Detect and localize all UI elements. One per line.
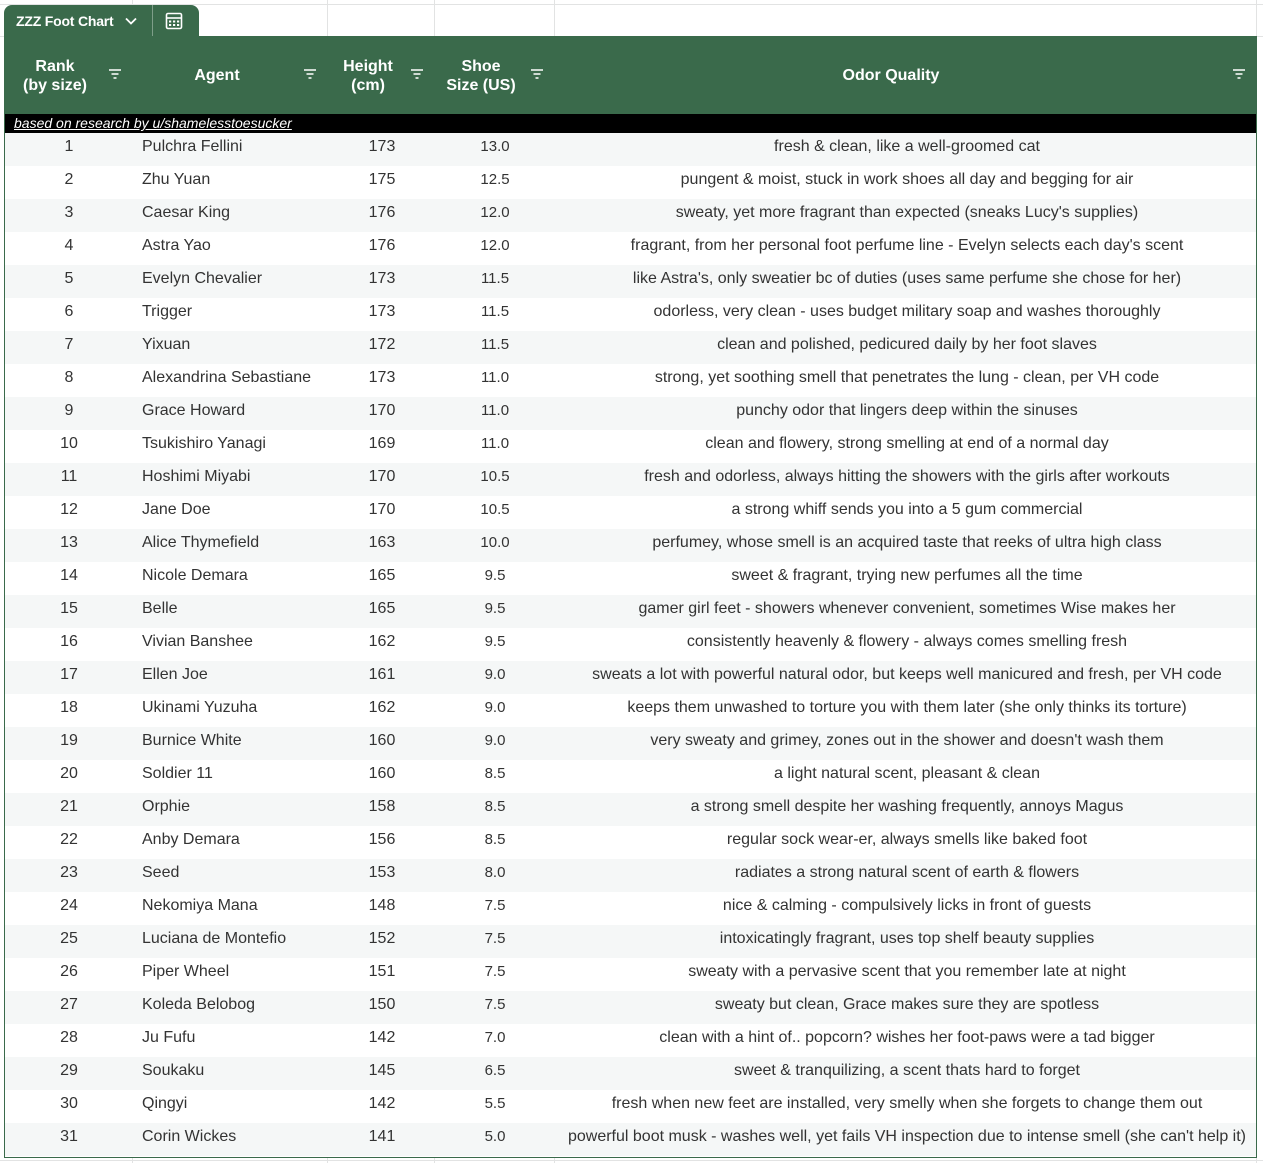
shoe-size-cell[interactable]: 10.5 (480, 468, 510, 485)
table-row[interactable] (5, 859, 1256, 892)
shoe-size-cell[interactable]: 7.0 (484, 1029, 506, 1046)
shoe-size-cell[interactable]: 9.0 (484, 666, 506, 683)
table-row[interactable] (5, 562, 1256, 595)
shoe-size-cell[interactable]: 9.5 (484, 600, 506, 617)
agent-cell[interactable]: Soldier 11 (142, 765, 213, 782)
filter-icon[interactable] (410, 68, 424, 80)
table-row[interactable] (5, 727, 1256, 760)
height-cell[interactable]: 173 (368, 369, 396, 386)
rank-cell[interactable]: 7 (64, 336, 74, 353)
odor-cell[interactable]: fresh & clean, like a well-groomed cat (774, 138, 1040, 155)
height-cell[interactable]: 170 (368, 501, 396, 518)
rank-cell[interactable]: 5 (64, 270, 74, 287)
rank-cell[interactable]: 17 (60, 666, 78, 683)
agent-cell[interactable]: Corin Wickes (142, 1128, 237, 1145)
table-row[interactable] (5, 1123, 1256, 1156)
odor-cell[interactable]: a strong smell despite her washing frequently, annoys Magus (690, 798, 1124, 815)
odor-cell[interactable]: clean and flowery, strong smelling at end of a normal day (705, 435, 1109, 452)
filter-icon[interactable] (1232, 68, 1246, 80)
rank-cell[interactable]: 22 (60, 831, 78, 848)
shoe-size-cell[interactable]: 12.0 (480, 204, 510, 221)
odor-cell[interactable]: sweet & tranquilizing, a scent thats hard to forget (734, 1062, 1080, 1079)
table-row[interactable] (5, 199, 1256, 232)
table-row[interactable] (5, 793, 1256, 826)
shoe-size-cell[interactable]: 11.0 (480, 402, 510, 419)
agent-cell[interactable]: Belle (142, 600, 178, 617)
shoe-size-cell[interactable]: 8.0 (484, 864, 506, 881)
header-rank-label: Rank (by size) (22, 57, 87, 94)
rank-cell[interactable]: 15 (60, 600, 78, 617)
height-cell[interactable]: 170 (368, 402, 396, 419)
height-cell[interactable]: 162 (368, 633, 396, 650)
odor-cell[interactable]: perfumey, whose smell is an acquired taste that reeks of ultra high class (652, 534, 1162, 551)
height-cell[interactable]: 161 (368, 666, 396, 683)
table-row[interactable] (5, 265, 1256, 298)
agent-cell[interactable]: Tsukishiro Yanagi (142, 435, 266, 452)
agent-cell[interactable]: Koleda Belobog (142, 996, 255, 1013)
shoe-size-cell[interactable]: 12.0 (480, 237, 510, 254)
shoe-size-cell[interactable]: 7.5 (484, 930, 506, 947)
rank-cell[interactable]: 24 (60, 897, 78, 914)
agent-cell[interactable]: Jane Doe (142, 501, 211, 518)
table-tab[interactable] (4, 5, 199, 37)
rank-cell[interactable]: 31 (60, 1128, 78, 1145)
odor-cell[interactable]: fragrant, from her personal foot perfume line - Evelyn selects each day's scent (630, 237, 1184, 254)
shoe-size-cell[interactable]: 7.5 (484, 996, 506, 1013)
rank-cell[interactable]: 19 (60, 732, 78, 749)
odor-cell[interactable]: fresh when new feet are installed, very smelly when she forgets to change them out (611, 1095, 1203, 1112)
odor-cell[interactable]: gamer girl feet - showers whenever convenient, sometimes Wise makes her (638, 600, 1176, 617)
rank-cell[interactable]: 8 (64, 369, 74, 386)
rank-cell[interactable]: 11 (60, 468, 78, 485)
height-cell[interactable]: 142 (368, 1029, 396, 1046)
height-cell[interactable]: 169 (368, 435, 396, 452)
shoe-size-cell[interactable]: 6.5 (484, 1062, 506, 1079)
table-row[interactable] (5, 628, 1256, 661)
agent-cell[interactable]: Caesar King (142, 204, 231, 221)
height-cell[interactable]: 173 (368, 138, 396, 155)
agent-cell[interactable]: Nicole Demara (142, 567, 248, 584)
odor-cell[interactable]: sweet & fragrant, trying new perfumes all the time (731, 567, 1083, 584)
shoe-size-cell[interactable]: 9.0 (484, 699, 506, 716)
table-row[interactable] (5, 298, 1256, 331)
table-row[interactable] (5, 595, 1256, 628)
credit-link[interactable]: based on research by u/shamelesstoesucker (14, 115, 292, 131)
odor-cell[interactable]: odorless, very clean - uses budget military soap and washes thoroughly (653, 303, 1161, 320)
agent-cell[interactable]: Pulchra Fellini (142, 138, 243, 155)
agent-cell[interactable]: Ju Fufu (142, 1029, 196, 1046)
header-rank[interactable] (5, 37, 105, 114)
rank-cell[interactable]: 21 (60, 798, 78, 815)
filter-icon[interactable] (303, 68, 317, 80)
agent-cell[interactable]: Piper Wheel (142, 963, 230, 980)
odor-cell[interactable]: regular sock wear-er, always smells like baked foot (726, 831, 1088, 848)
rank-cell[interactable]: 6 (64, 303, 74, 320)
height-cell[interactable]: 175 (368, 171, 396, 188)
odor-cell[interactable]: a strong whiff sends you into a 5 gum commercial (731, 501, 1083, 518)
height-cell[interactable]: 156 (368, 831, 396, 848)
shoe-size-cell[interactable]: 8.5 (484, 798, 506, 815)
height-cell[interactable]: 176 (368, 204, 396, 221)
table-row[interactable] (5, 991, 1256, 1024)
rank-cell[interactable]: 23 (60, 864, 78, 881)
foot-chart-table (4, 36, 1257, 1158)
agent-cell[interactable]: Hoshimi Miyabi (142, 468, 251, 485)
odor-cell[interactable]: like Astra's, only sweatier bc of duties (uses same perfume she chose for her) (632, 270, 1182, 287)
shoe-size-cell[interactable]: 13.0 (480, 138, 510, 155)
shoe-size-cell[interactable]: 11.5 (480, 336, 510, 353)
agent-cell[interactable]: Seed (142, 864, 180, 881)
rank-cell[interactable]: 26 (60, 963, 78, 980)
height-cell[interactable]: 153 (368, 864, 396, 881)
odor-cell[interactable]: sweaty, yet more fragrant than expected (sneaks Lucy's supplies) (675, 204, 1139, 221)
odor-cell[interactable]: intoxicatingly fragrant, uses top shelf beauty supplies (719, 930, 1095, 947)
odor-cell[interactable]: sweats a lot with powerful natural odor, but keeps well manicured and fresh, per VH code (592, 666, 1222, 683)
agent-cell[interactable]: Nekomiya Mana (142, 897, 258, 914)
odor-cell[interactable]: radiates a strong natural scent of earth & flowers (734, 864, 1080, 881)
table-body (5, 133, 1256, 1156)
table-row[interactable] (5, 694, 1256, 727)
height-cell[interactable]: 176 (368, 237, 396, 254)
shoe-size-cell[interactable]: 8.5 (484, 765, 506, 782)
header-shoe[interactable] (435, 37, 527, 114)
agent-cell[interactable]: Orphie (142, 798, 191, 815)
table-row[interactable] (5, 529, 1256, 562)
height-cell[interactable]: 141 (368, 1128, 396, 1145)
height-cell[interactable]: 158 (368, 798, 396, 815)
table-row[interactable] (5, 430, 1256, 463)
filter-icon[interactable] (530, 68, 544, 80)
rank-cell[interactable]: 3 (64, 204, 74, 221)
odor-cell[interactable]: consistently heavenly & flowery - always comes smelling fresh (686, 633, 1128, 650)
shoe-size-cell[interactable]: 12.5 (480, 171, 510, 188)
odor-cell[interactable]: sweaty with a pervasive scent that you remember late at night (688, 963, 1126, 980)
table-view-icon[interactable] (153, 5, 195, 37)
odor-cell[interactable]: strong, yet soothing smell that penetrates the lung - clean, per VH code (654, 369, 1160, 386)
height-cell[interactable]: 165 (368, 600, 396, 617)
shoe-size-cell[interactable]: 11.5 (480, 270, 510, 287)
odor-cell[interactable]: fresh and odorless, always hitting the showers with the girls after workouts (644, 468, 1170, 485)
table-row[interactable] (5, 661, 1256, 694)
shoe-size-cell[interactable]: 9.5 (484, 567, 506, 584)
odor-cell[interactable]: clean and polished, pedicured daily by her foot slaves (717, 336, 1097, 353)
header-agent[interactable] (133, 37, 301, 114)
rank-cell[interactable]: 25 (60, 930, 78, 947)
agent-cell[interactable]: Alice Thymefield (142, 534, 260, 551)
height-cell[interactable]: 145 (368, 1062, 396, 1079)
header-height-label: Height (cm) (343, 57, 393, 94)
height-cell[interactable]: 162 (368, 699, 396, 716)
agent-cell[interactable]: Astra Yao (142, 237, 211, 254)
rank-cell[interactable]: 28 (60, 1029, 78, 1046)
header-height[interactable] (328, 37, 408, 114)
rank-cell[interactable]: 30 (60, 1095, 78, 1112)
height-cell[interactable]: 152 (368, 930, 396, 947)
rank-cell[interactable]: 27 (60, 996, 78, 1013)
table-row[interactable] (5, 1090, 1256, 1123)
height-cell[interactable]: 170 (368, 468, 396, 485)
height-cell[interactable]: 173 (368, 303, 396, 320)
shoe-size-cell[interactable]: 9.0 (484, 732, 506, 749)
rank-cell[interactable]: 10 (60, 435, 78, 452)
height-cell[interactable]: 160 (368, 765, 396, 782)
agent-cell[interactable]: Soukaku (142, 1062, 205, 1079)
rank-cell[interactable]: 18 (60, 699, 78, 716)
height-cell[interactable]: 160 (368, 732, 396, 749)
agent-cell[interactable]: Ellen Joe (142, 666, 208, 683)
agent-cell[interactable]: Vivian Banshee (142, 633, 253, 650)
agent-cell[interactable]: Trigger (142, 303, 193, 320)
rank-cell[interactable]: 29 (60, 1062, 78, 1079)
credit-row (5, 114, 1256, 133)
height-cell[interactable]: 142 (368, 1095, 396, 1112)
table-row[interactable] (5, 1024, 1256, 1057)
agent-cell[interactable]: Grace Howard (142, 402, 246, 419)
height-cell[interactable]: 173 (368, 270, 396, 287)
odor-cell[interactable]: sweaty but clean, Grace makes sure they are spotless (714, 996, 1100, 1013)
table-name[interactable]: ZZZ Foot Chart (16, 13, 114, 29)
agent-cell[interactable]: Evelyn Chevalier (142, 270, 263, 287)
table-header-row (5, 37, 1256, 114)
table-row[interactable] (5, 397, 1256, 430)
filter-icon[interactable] (108, 68, 122, 80)
shoe-size-cell[interactable]: 5.5 (484, 1095, 506, 1112)
header-odor[interactable] (559, 37, 1223, 114)
table-row[interactable] (5, 826, 1256, 859)
table-row[interactable] (5, 463, 1256, 496)
rank-cell[interactable]: 16 (60, 633, 78, 650)
odor-cell[interactable]: keeps them unwashed to torture you with them later (she only thinks its torture) (627, 699, 1187, 716)
height-cell[interactable]: 148 (368, 897, 396, 914)
odor-cell[interactable]: powerful boot musk - washes well, yet fails VH inspection due to intense smell (she can't help it) (567, 1128, 1247, 1145)
table-row[interactable] (5, 232, 1256, 265)
height-cell[interactable]: 165 (368, 567, 396, 584)
height-cell[interactable]: 151 (368, 963, 396, 980)
agent-cell[interactable]: Anby Demara (142, 831, 240, 848)
table-row[interactable] (5, 892, 1256, 925)
agent-cell[interactable]: Alexandrina Sebastiane (142, 369, 312, 386)
header-shoe-label: Shoe Size (US) (446, 57, 516, 94)
table-row[interactable] (5, 760, 1256, 793)
rank-cell[interactable]: 13 (60, 534, 78, 551)
table-row[interactable] (5, 925, 1256, 958)
shoe-size-cell[interactable]: 8.5 (484, 831, 506, 848)
table-row[interactable] (5, 958, 1256, 991)
shoe-size-cell[interactable]: 7.5 (484, 897, 506, 914)
rank-cell[interactable]: 4 (64, 237, 74, 254)
shoe-size-cell[interactable]: 11.0 (480, 435, 510, 452)
shoe-size-cell[interactable]: 7.5 (484, 963, 506, 980)
odor-cell[interactable]: nice & calming - compulsively licks in front of guests (722, 897, 1092, 914)
shoe-size-cell[interactable]: 5.0 (484, 1128, 506, 1145)
shoe-size-cell[interactable]: 11.5 (480, 303, 510, 320)
chevron-down-icon[interactable] (122, 12, 140, 30)
rank-cell[interactable]: 2 (64, 171, 74, 188)
shoe-size-cell[interactable]: 11.0 (480, 369, 510, 386)
table-row[interactable] (5, 331, 1256, 364)
agent-cell[interactable]: Burnice White (142, 732, 242, 749)
header-agent-label: Agent (194, 67, 240, 84)
shoe-size-cell[interactable]: 10.0 (480, 534, 510, 551)
table-row[interactable] (5, 364, 1256, 397)
table-row[interactable] (5, 166, 1256, 199)
height-cell[interactable]: 163 (368, 534, 396, 551)
table-row[interactable] (5, 1057, 1256, 1090)
odor-cell[interactable]: a light natural scent, pleasant & clean (774, 765, 1040, 782)
rank-cell[interactable]: 14 (60, 567, 78, 584)
odor-cell[interactable]: pungent & moist, stuck in work shoes all day and begging for air (680, 171, 1134, 188)
rank-cell[interactable]: 12 (60, 501, 78, 518)
rank-cell[interactable]: 20 (60, 765, 78, 782)
odor-cell[interactable]: clean with a hint of.. popcorn? wishes her foot-paws were a tad bigger (659, 1029, 1155, 1046)
agent-cell[interactable]: Qingyi (142, 1095, 188, 1112)
table-row[interactable] (5, 133, 1256, 166)
rank-cell[interactable]: 1 (64, 138, 74, 155)
shoe-size-cell[interactable]: 10.5 (480, 501, 510, 518)
agent-cell[interactable]: Ukinami Yuzuha (142, 699, 258, 716)
odor-cell[interactable]: punchy odor that lingers deep within the sinuses (736, 402, 1078, 419)
table-row[interactable] (5, 496, 1256, 529)
agent-cell[interactable]: Zhu Yuan (142, 171, 211, 188)
rank-cell[interactable]: 9 (64, 402, 74, 419)
agent-cell[interactable]: Luciana de Montefio (142, 930, 287, 947)
shoe-size-cell[interactable]: 9.5 (484, 633, 506, 650)
height-cell[interactable]: 172 (368, 336, 396, 353)
agent-cell[interactable]: Yixuan (142, 336, 191, 353)
header-odor-label: Odor Quality (842, 67, 940, 84)
height-cell[interactable]: 150 (368, 996, 396, 1013)
odor-cell[interactable]: very sweaty and grimey, zones out in the shower and doesn't wash them (650, 732, 1164, 749)
